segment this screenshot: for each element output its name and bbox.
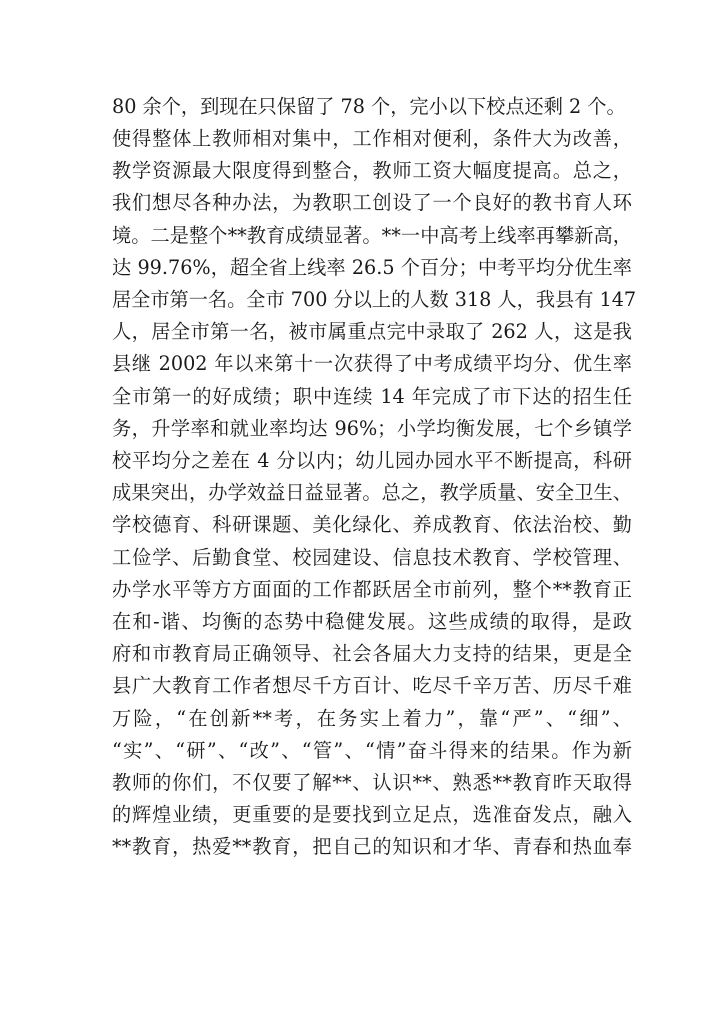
text-line: **教育，热爱**教育，把自己的知识和才华、青春和热血奉: [112, 835, 632, 858]
text-line: 县广大教育工作者想尽千方百计、吃尽千辛万苦、历尽千难: [112, 674, 632, 697]
text-line: 教学资源最大限度得到整合，教师工资大幅度提高。总之，: [112, 159, 632, 182]
text-line: 务，升学率和就业率均达 96%；小学均衡发展，七个乡镇学: [112, 417, 632, 440]
text-line: 使得整体上教师相对集中，工作相对便利，条件大为改善，: [112, 127, 632, 150]
text-line: 成果突出，办学效益日益显著。总之，教学质量、安全卫生、: [112, 481, 632, 504]
text-line: 办学水平等方方面面的工作都跃居全市前列，整个**教育正: [112, 578, 632, 601]
text-line: 80 余个，到现在只保留了 78 个，完小以下校点还剩 2 个。: [112, 95, 626, 118]
text-line: 学校德育、科研课题、美化绿化、养成教育、依法治校、勤: [112, 513, 632, 536]
text-line: 教师的你们，不仅要了解**、认识**、熟悉**教育昨天取得: [112, 771, 632, 794]
text-line: 全市第一的好成绩；职中连续 14 年完成了市下达的招生任: [112, 385, 632, 408]
text-line: 达 99.76%，超全省上线率 26.5 个百分；中考平均分优生率: [112, 256, 632, 279]
text-line: 县继 2002 年以来第十一次获得了中考成绩平均分、优生率: [112, 352, 632, 375]
text-line: 居全市第一名。全市 700 分以上的人数 318 人，我县有 147: [112, 288, 637, 311]
text-line: 我们想尽各种办法，为教职工创设了一个良好的教书育人环: [112, 191, 632, 214]
text-line: 境。二是整个**教育成绩显著。**一中高考上线率再攀新高，: [112, 224, 632, 247]
text-line: 万险，“在创新**考，在务实上着力”，靠“严”、“细”、: [112, 707, 632, 730]
text-line: 工俭学、后勤食堂、校园建设、信息技术教育、学校管理、: [112, 546, 632, 569]
text-line: 在和-谐、均衡的态势中稳健发展。这些成绩的取得，是政: [112, 610, 632, 633]
text-line: 的辉煌业绩，更重要的是要找到立足点，选准奋发点，融入: [112, 803, 632, 826]
text-line: “实”、“研”、“改”、“管”、“情”奋斗得来的结果。作为新: [112, 739, 632, 762]
text-line: 府和市教育局正确领导、社会各届大力支持的结果，更是全: [112, 642, 632, 665]
text-line: 人，居全市第一名，被市属重点完中录取了 262 人，这是我: [112, 320, 632, 343]
text-line: 校平均分之差在 4 分以内；幼儿园办园水平不断提高，科研: [112, 449, 632, 472]
